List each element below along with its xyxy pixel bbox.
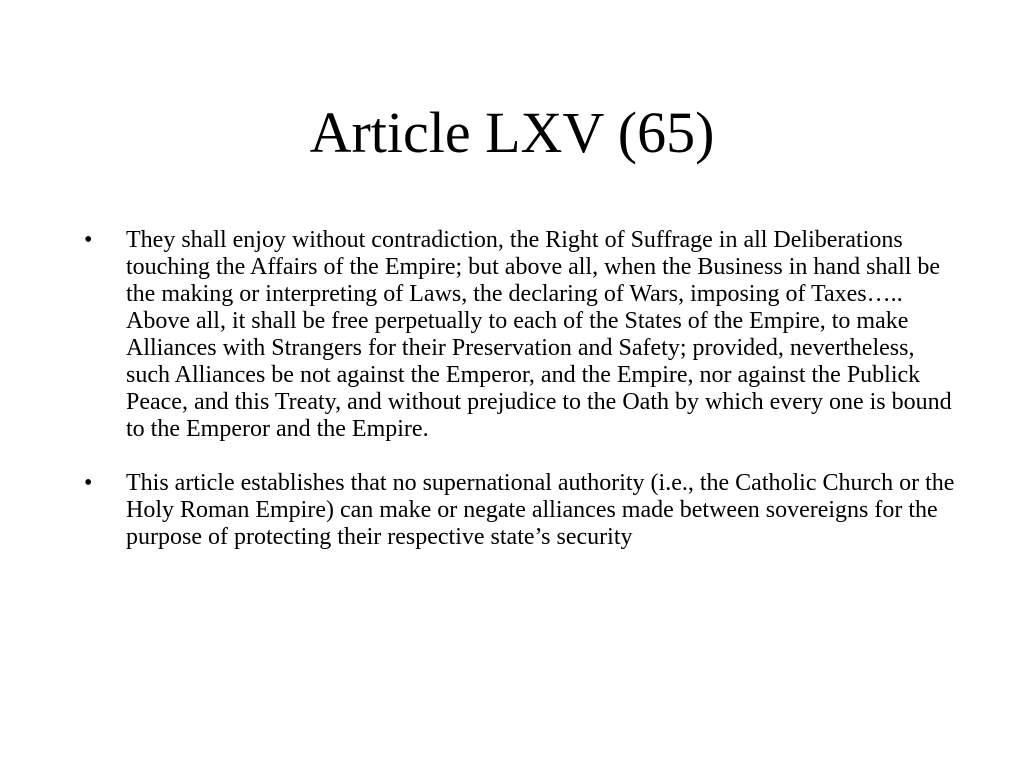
bullet-list xyxy=(84,227,964,551)
bullet-text: They shall enjoy without contradiction, the Right of Suffrage in all Deliberations touching the Affairs of the Empire; but above all, when the Business in hand shall be the making or interpreting of Laws, the declaring of Wars, imposing of Taxes….. Above all, it shall be free perpetually to each of the States of the Empire, to make Alliances with Strangers for their Preservation and Safety; provided, nevertheless, such Alliances be not against the Emperor, and the Empire, nor against the Publick Peace, and this Treaty, and without prejudice to the Oath by which every one is bound to the Emperor and the Empire. xyxy=(126,227,952,442)
bullet-icon: • xyxy=(84,470,93,496)
bullet-icon: • xyxy=(84,227,93,253)
bullet-item-suffrage xyxy=(84,227,964,443)
slide-content xyxy=(84,227,964,578)
bullet-item-explanation xyxy=(84,470,964,551)
bullet-text: This article establishes that no supernational authority (i.e., the Catholic Church or the Holy Roman Empire) can make or negate alliances made between sovereigns for the purpose of protecting their respective state’s security xyxy=(126,470,955,550)
slide-title: Article LXV (65) xyxy=(309,100,715,165)
